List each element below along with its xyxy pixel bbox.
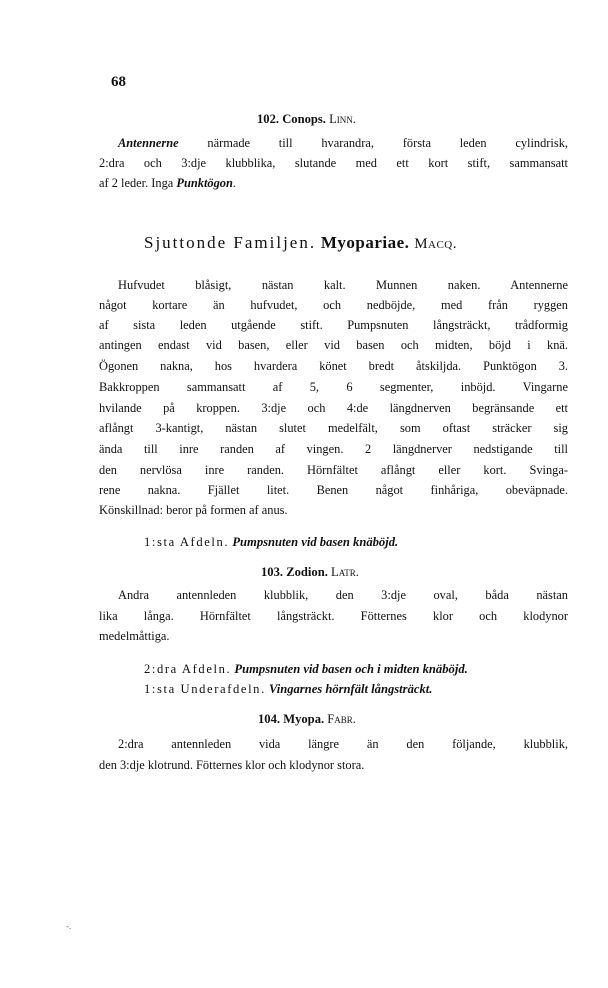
conops-line-2 [99,154,568,172]
family-desc-line: Ögonen nakna, hos hvardera könet bredt åtskiljda. Punktögon 3. [99,359,568,373]
family-desc-line: ända till inre randen af vingen. 2 längdnerver nedstigande till [99,442,568,456]
genus-heading-conops [257,112,356,127]
genus-author: Fabr. [327,712,356,726]
subdivision-desc: Pumpsnuten vid basen knäböjd. [232,535,399,549]
text-span: . [232,176,236,190]
genus-name: Myopa. [283,712,325,726]
underdivision-1 [144,682,432,697]
conops-line-3 [99,174,236,192]
term-antennerne: Antennerne [118,136,179,150]
family-desc-line: hvilande på kroppen. 3:dje och 4:de längdnerven begränsande ett [99,401,568,415]
myopa-line: den 3:dje klotrund. Fötternes klor och klodynor stora. [99,758,365,772]
conops-line-1 [118,134,568,152]
subdivision-1 [144,535,398,550]
text-span: 2:dra och 3:dje klubblika, slutande med ett kort stift, sammansatt [99,156,568,170]
family-desc-line: något kortare än hufvudet, och nedböjde, med från ryggen [99,298,568,312]
family-desc-line: antingen endast vid basen, eller vid basen och midten, böjd i knä. [99,338,568,352]
subdivision-label: 1:sta Afdeln. [144,535,230,549]
zodion-line: medelmåttiga. [99,629,170,643]
family-desc-line: den nervlösa inre randen. Hörnfältet aflångt eller kort. Svinga- [99,463,568,477]
family-desc-line: af sista leden utgående stift. Pumpsnuten långsträckt, trådformig [99,318,568,332]
zodion-line: Andra antennleden klubblik, den 3:dje oval, båda nästan [118,588,568,602]
genus-name: Conops. [282,112,326,126]
genus-number: 103. [261,565,284,579]
family-desc-line: aflångt 3-kantigt, nästan slutet medelfält, som oftast sträcker sig [99,421,568,435]
genus-author: Latr. [331,565,359,579]
term-punktogon: Punktögon [176,176,233,190]
family-author: Macq. [414,236,457,252]
family-name: Myopariae. [320,233,410,252]
text-span: af 2 leder. Inga [99,176,177,190]
genus-name: Zodion. [286,565,328,579]
subdivision-desc: Pumpsnuten vid basen och i midten knäböjd. [234,662,468,676]
family-title: Sjuttonde Familjen. [144,233,317,252]
genus-number: 102. [257,112,280,126]
text-span: närmade till hvarandra, första leden cylindrisk, [178,136,568,150]
myopa-line: 2:dra antennleden vida längre än den följande, klubblik, [118,737,568,751]
zodion-line: lika långa. Hörnfältet långsträckt. Fötternes klor och klodynor [99,609,568,623]
genus-heading-myopa [258,712,356,727]
page-number: 68 [111,74,126,90]
margin-mark: -. [66,921,72,931]
underdivision-label: 1:sta Underafdeln. [144,682,266,696]
family-heading [144,233,457,253]
genus-heading-zodion [261,565,359,580]
family-desc-line: Hufvudet blåsigt, nästan kalt. Munnen naken. Antennerne [118,278,568,292]
family-desc-line: rene nakna. Fjället litet. Benen något finhåriga, obeväpnade. [99,483,568,497]
genus-number: 104. [258,712,281,726]
genus-author: Linn. [329,112,356,126]
family-desc-line: Bakkroppen sammansatt af 5, 6 segmenter, inböjd. Vingarne [99,380,568,394]
family-desc-line: Könskillnad: beror på formen af anus. [99,503,288,517]
subdivision-label: 2:dra Afdeln. [144,662,232,676]
underdivision-desc: Vingarnes hörnfält långsträckt. [268,682,433,696]
subdivision-2 [144,662,468,677]
